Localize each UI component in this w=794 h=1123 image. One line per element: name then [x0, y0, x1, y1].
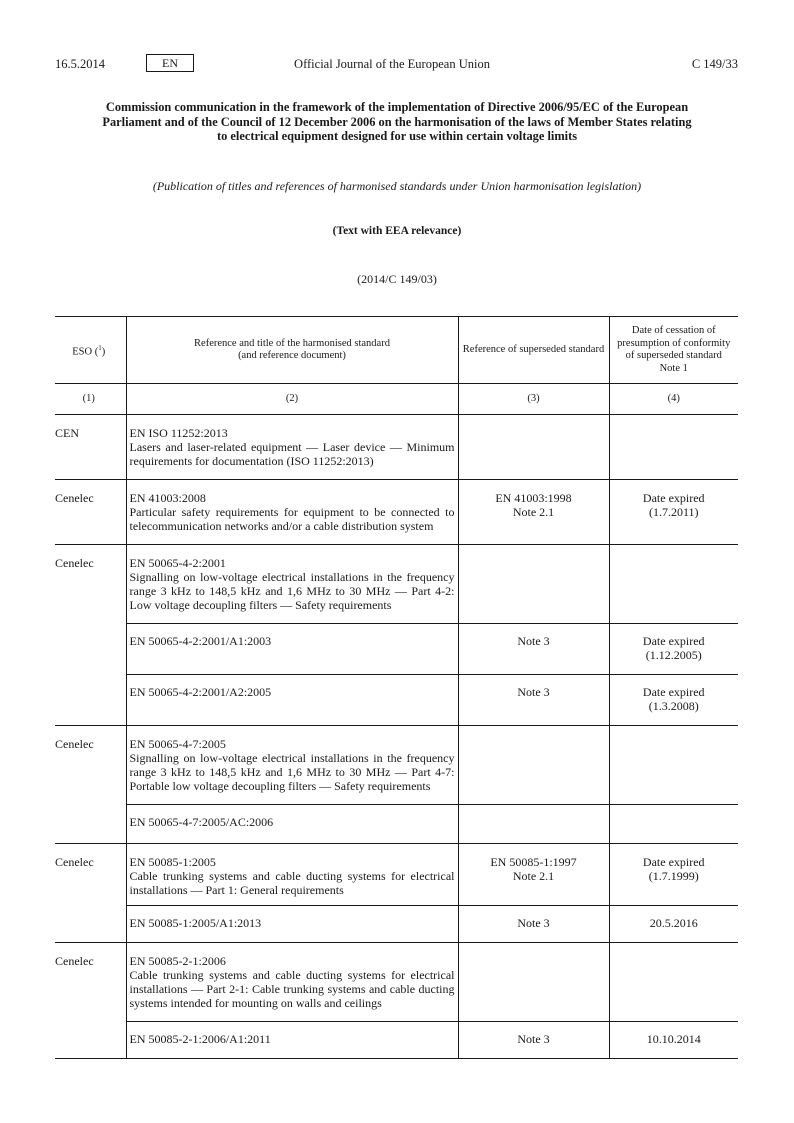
- table-row: [55, 675, 738, 726]
- table-header-row: [55, 317, 738, 384]
- cessation-date-cell: [609, 943, 738, 1022]
- standard-title: Cable trunking systems and cable ducting systems for electrical installations — Part 1: General requirements: [129, 869, 455, 897]
- standard-reference: EN 50065-4-7:2005: [129, 737, 226, 751]
- column-number: (3): [458, 384, 609, 415]
- cessation-date-detail: (1.12.2005): [645, 648, 702, 662]
- standard-reference: EN 41003:2008: [129, 491, 206, 505]
- cessation-date-cell: [609, 545, 738, 624]
- footnote-marker: 1: [98, 343, 102, 352]
- table-row: [55, 906, 738, 943]
- superseded-cell: [458, 675, 609, 726]
- superseded-cell: [458, 1022, 609, 1059]
- column-number: (4): [609, 384, 738, 415]
- header-cessation-note: Note 1: [659, 362, 688, 374]
- superseded-reference: Note 3: [517, 685, 550, 699]
- cessation-date-cell: [609, 844, 738, 906]
- standard-title: Cable trunking systems and cable ducting systems for electrical installations — Part 2-1: Cable trunking systems and cable ducting systems intended for mounting on walls and ceilings: [129, 968, 455, 1010]
- cessation-date: 10.10.2014: [646, 1032, 701, 1046]
- cessation-date-cell: [609, 1022, 738, 1059]
- cessation-date-detail: (1.7.2011): [648, 505, 699, 519]
- standard-cell: [126, 415, 458, 480]
- table-row: [55, 480, 738, 545]
- cessation-date-cell: [609, 675, 738, 726]
- superseded-cell: [458, 624, 609, 675]
- header-reference-sub: (and reference document): [238, 350, 346, 361]
- standard-reference: EN 50085-2-1:2006/A1:2011: [129, 1032, 271, 1046]
- eso-cell: Cenelec: [55, 480, 126, 545]
- cessation-date-detail: (1.3.2008): [648, 699, 699, 713]
- standard-cell: [126, 726, 458, 805]
- cessation-date-cell: [609, 415, 738, 480]
- standard-reference: EN 50065-4-2:2001/A1:2003: [129, 634, 272, 648]
- superseded-note: Note 2.1: [512, 505, 555, 519]
- superseded-reference: Note 3: [517, 634, 550, 648]
- standard-reference: EN 50065-4-7:2005/AC:2006: [129, 815, 274, 829]
- standard-reference: EN 50085-2-1:2006: [129, 954, 226, 968]
- eso-cell: [55, 624, 126, 675]
- eso-cell: [55, 675, 126, 726]
- table-row: [55, 545, 738, 624]
- language-badge: EN: [146, 54, 194, 72]
- cessation-date: Date expired: [642, 634, 705, 648]
- superseded-cell: [458, 943, 609, 1022]
- cessation-date: Date expired: [642, 491, 705, 505]
- standard-title: Signalling on low-voltage electrical installations in the frequency range 3 kHz to 148,5 kHz and 1,6 MHz to 30 MHz — Part 4-2: Low voltage decoupling filters — Safety requirements: [129, 570, 455, 612]
- superseded-cell: [458, 844, 609, 906]
- superseded-cell: [458, 906, 609, 943]
- superseded-reference: EN 50085-1:1997: [490, 855, 577, 869]
- eea-relevance: (Text with EEA relevance): [332, 225, 462, 237]
- standard-cell: [126, 624, 458, 675]
- eso-cell: [55, 1022, 126, 1059]
- document-subtitle: (Publication of titles and references of harmonised standards under Union harmonisation legislation): [152, 179, 642, 193]
- cessation-date-cell: [609, 480, 738, 545]
- cessation-date-cell: [609, 726, 738, 805]
- page-header: [0, 54, 794, 74]
- column-number: (1): [55, 384, 126, 415]
- journal-name: Official Journal of the European Union: [294, 57, 490, 71]
- cessation-date-cell: [609, 906, 738, 943]
- superseded-note: Note 2.1: [512, 869, 555, 883]
- standards-table: [55, 316, 738, 1059]
- eso-cell: [55, 805, 126, 844]
- superseded-cell: [458, 805, 609, 844]
- eso-cell: Cenelec: [55, 545, 126, 624]
- table-row: [55, 624, 738, 675]
- standard-title: Signalling on low-voltage electrical installations in the frequency range 3 kHz to 148,5 kHz and 1,6 MHz to 30 MHz — Part 4-7: Portable low voltage decoupling filters — Safety requirements: [129, 751, 455, 793]
- header-cessation-label: Date of cessation of presumption of conformity of superseded standard: [617, 325, 731, 361]
- document-title: Commission communication in the framework of the implementation of Directive 2006/95/EC of the European Parliament and of the Council of 12 December 2006 on the harmonisation of the laws of Member States relating to electrical equipment designed for use within certain voltage limits: [102, 100, 692, 143]
- superseded-reference: EN 41003:1998: [495, 491, 572, 505]
- table-row: [55, 943, 738, 1022]
- cessation-date-detail: (1.7.1999): [648, 869, 699, 883]
- standard-cell: [126, 545, 458, 624]
- standard-title: Particular safety requirements for equipment to be connected to telecommunication networks and/or a cable distribution system: [129, 505, 455, 533]
- header-eso-label: ESO: [72, 346, 93, 357]
- column-number: (2): [126, 384, 458, 415]
- table-row: [55, 805, 738, 844]
- superseded-cell: [458, 480, 609, 545]
- cessation-date: Date expired: [642, 685, 705, 699]
- header-eso: ESO ($^1$): [55, 317, 126, 384]
- cessation-date: 20.5.2016: [649, 916, 698, 930]
- superseded-cell: [458, 726, 609, 805]
- superseded-cell: [458, 545, 609, 624]
- publication-date: 16.5.2014: [55, 57, 105, 71]
- table-row: [55, 844, 738, 906]
- cessation-date-cell: [609, 624, 738, 675]
- eso-cell: [55, 906, 126, 943]
- superseded-reference: Note 3: [517, 916, 550, 930]
- document-number: (2014/C 149/03): [357, 272, 437, 286]
- eso-cell: CEN: [55, 415, 126, 480]
- standard-cell: [126, 805, 458, 844]
- standard-reference: EN 50065-4-2:2001: [129, 556, 226, 570]
- cessation-date: Date expired: [642, 855, 705, 869]
- eso-cell: Cenelec: [55, 844, 126, 906]
- standard-cell: [126, 675, 458, 726]
- journal-reference: C 149/33: [691, 57, 738, 71]
- standard-cell: [126, 844, 458, 906]
- standard-reference: EN 50085-1:2005/A1:2013: [129, 916, 262, 930]
- standard-title: Lasers and laser-related equipment — Laser device — Minimum requirements for documentation (ISO 11252:2013): [129, 440, 455, 468]
- table-row: [55, 415, 738, 480]
- header-superseded: Reference of superseded standard: [458, 317, 609, 384]
- superseded-cell: [458, 415, 609, 480]
- standard-cell: [126, 1022, 458, 1059]
- standard-cell: [126, 480, 458, 545]
- standard-reference: EN ISO 11252:2013: [129, 426, 228, 440]
- standard-reference: EN 50085-1:2005: [129, 855, 216, 869]
- cessation-date-cell: [609, 805, 738, 844]
- table-row: [55, 726, 738, 805]
- eso-cell: Cenelec: [55, 943, 126, 1022]
- eso-cell: Cenelec: [55, 726, 126, 805]
- table-row: [55, 1022, 738, 1059]
- column-number-row: [55, 384, 738, 415]
- header-reference-label: Reference and title of the harmonised standard: [194, 337, 390, 349]
- superseded-reference: Note 3: [517, 1032, 550, 1046]
- standard-cell: [126, 943, 458, 1022]
- header-reference: [126, 317, 458, 384]
- standard-reference: EN 50065-4-2:2001/A2:2005: [129, 685, 272, 699]
- standard-cell: [126, 906, 458, 943]
- header-cessation: [609, 317, 738, 384]
